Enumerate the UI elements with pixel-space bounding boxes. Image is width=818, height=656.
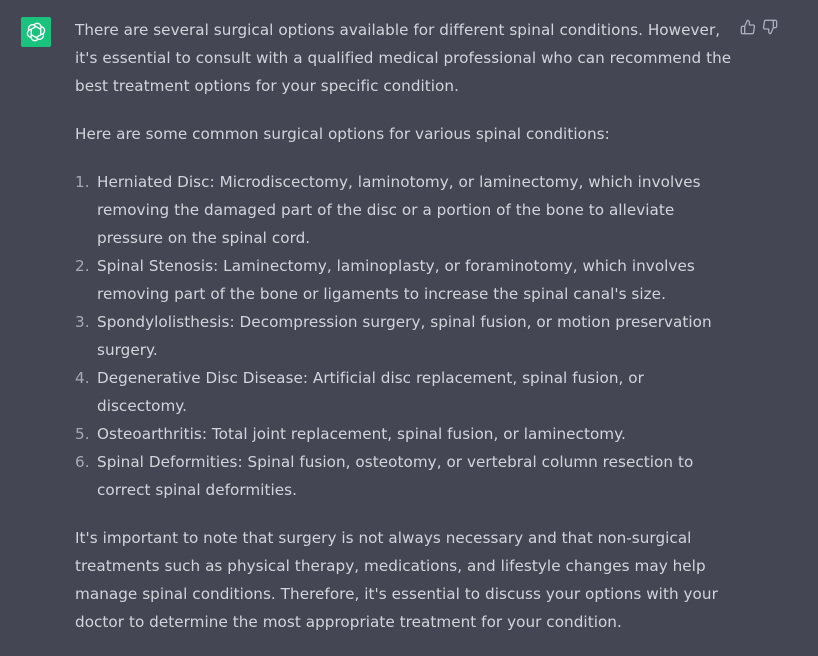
thumbs-down-icon bbox=[762, 19, 778, 35]
list-item bbox=[75, 308, 735, 364]
list-item-number: 1. bbox=[75, 173, 90, 191]
list-item-text: Spinal Stenosis: Laminectomy, laminoplasty, or foraminotomy, which involves removing part of the bone or ligaments to increase the spinal canal's size. bbox=[97, 257, 695, 303]
surgical-options-list bbox=[75, 168, 735, 504]
list-item-number: 6. bbox=[75, 453, 90, 471]
assistant-avatar bbox=[21, 17, 51, 47]
list-item-number: 5. bbox=[75, 425, 90, 443]
message-lead: Here are some common surgical options for various spinal conditions: bbox=[75, 125, 610, 143]
list-item bbox=[75, 420, 735, 448]
thumbs-down-button[interactable] bbox=[762, 18, 778, 36]
list-item bbox=[75, 448, 735, 504]
list-item-number: 3. bbox=[75, 313, 90, 331]
openai-logo-icon bbox=[25, 21, 47, 43]
list-item-text: Herniated Disc: Microdiscectomy, laminotomy, or laminectomy, which involves removing the damaged part of the disc or a portion of the bone to alleviate pressure on the spinal cord. bbox=[97, 173, 701, 247]
list-item-text: Spinal Deformities: Spinal fusion, osteotomy, or vertebral column resection to correct spinal deformities. bbox=[97, 453, 694, 499]
list-item-text: Spondylolisthesis: Decompression surgery, spinal fusion, or motion preservation surgery. bbox=[97, 313, 712, 359]
list-item-text: Osteoarthritis: Total joint replacement, spinal fusion, or laminectomy. bbox=[97, 425, 626, 443]
list-item bbox=[75, 168, 735, 252]
assistant-message bbox=[75, 16, 735, 656]
list-item-number: 4. bbox=[75, 369, 90, 387]
list-item bbox=[75, 364, 735, 420]
message-outro: It's important to note that surgery is not always necessary and that non-surgical treatments such as physical therapy, medications, and lifestyle changes may help manage spinal conditions. Therefore, it's essential to discuss your options with your doctor to determine the most appropriate treatment for your condition. bbox=[75, 529, 718, 631]
list-item bbox=[75, 252, 735, 308]
list-item-number: 2. bbox=[75, 257, 90, 275]
thumbs-up-icon bbox=[740, 19, 756, 35]
feedback-actions bbox=[740, 18, 778, 36]
message-intro: There are several surgical options available for different spinal conditions. However, it's essential to consult with a qualified medical professional who can recommend the best treatment options for your specific condition. bbox=[75, 21, 732, 95]
thumbs-up-button[interactable] bbox=[740, 18, 756, 36]
list-item-text: Degenerative Disc Disease: Artificial disc replacement, spinal fusion, or discectomy. bbox=[97, 369, 644, 415]
